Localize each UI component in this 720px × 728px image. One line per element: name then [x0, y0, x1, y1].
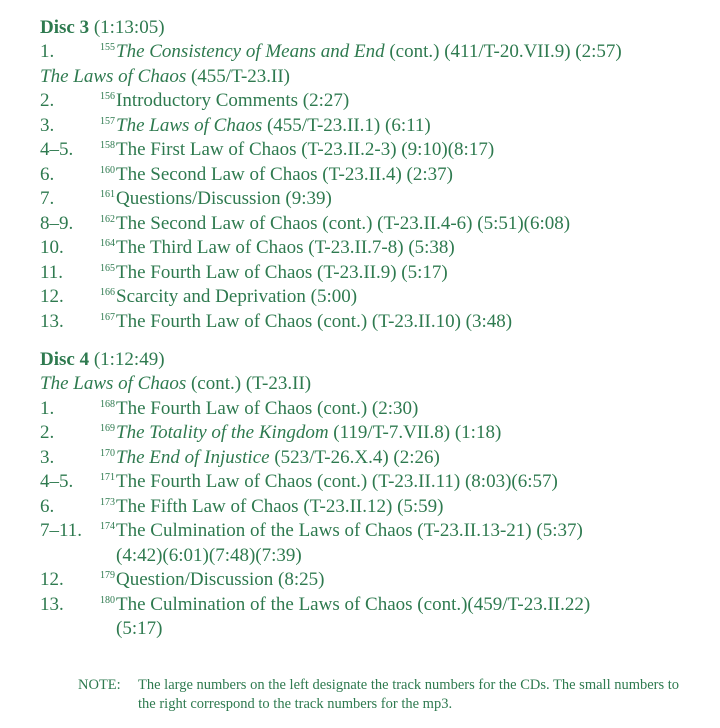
mp3-track-number: 171 [100, 472, 115, 483]
track-row [40, 495, 710, 520]
track-row [40, 593, 710, 642]
track-row [40, 114, 710, 139]
note-text: The large numbers on the left designate the track numbers for the CDs. The small numbers to the right correspond to the track numbers for the mp3. [138, 677, 680, 712]
disc-3-section-title: The Laws of Chaos [40, 65, 187, 87]
track-body [100, 163, 453, 188]
track-details: The Second Law of Chaos (cont.) (T-23.II.4-6) (5:51)(6:08) [116, 212, 571, 234]
track-number: 1. [40, 41, 55, 62]
track-number: 3. [40, 114, 55, 136]
track-body [100, 568, 324, 593]
track-body [100, 285, 357, 310]
track-body [100, 446, 440, 471]
track-body [100, 138, 494, 163]
track-details: (523/T-26.X.4) (2:26) [269, 446, 440, 468]
track-body [100, 187, 332, 212]
track-body [100, 495, 444, 520]
disc-4-section-title: The Laws of Chaos [40, 373, 187, 394]
track-row [40, 212, 710, 237]
track-number: 13. [40, 310, 64, 332]
track-details: The Culmination of the Laws of Chaos (T-23.II.13-21) (5:37) [116, 520, 583, 541]
mp3-track-number: 157 [100, 115, 115, 127]
track-details: The Culmination of the Laws of Chaos (cont.)(459/T-23.II.22) [116, 593, 591, 615]
track-number: 12. [40, 569, 64, 590]
track-title-italic: The Consistency of Means and End [116, 41, 385, 62]
track-details: The Fourth Law of Chaos (cont.) (2:30) [116, 397, 419, 419]
disc-4-section-ref: (cont.) (T-23.II) [186, 373, 312, 394]
track-row [40, 40, 710, 65]
track-details: The Third Law of Chaos (T-23.II.7-8) (5:38) [116, 237, 455, 258]
track-number: 12. [40, 286, 64, 307]
track-row [40, 89, 710, 114]
track-title-italic: The Laws of Chaos [116, 114, 263, 136]
track-body [100, 40, 622, 65]
track-number: 6. [40, 163, 55, 185]
track-details: The Fourth Law of Chaos (cont.) (T-23.II.10) (3:48) [116, 310, 513, 332]
disc-4-label: Disc 4 [40, 349, 90, 370]
disc-3-tracks-part-a [40, 40, 710, 65]
disc-3-section-ref: (455/T-23.II) [186, 65, 291, 87]
track-number: 4–5. [40, 471, 74, 492]
track-number: 7. [40, 188, 55, 209]
track-row [40, 397, 710, 422]
mp3-track-number: 180 [100, 594, 115, 606]
mp3-track-number: 169 [100, 423, 115, 434]
disc-gap [40, 334, 710, 348]
track-body [100, 89, 349, 114]
disc-4-duration: (1:12:49) [93, 349, 165, 370]
track-details: Introductory Comments (2:27) [116, 90, 350, 111]
track-title-italic: The Totality of the Kingdom [116, 422, 329, 443]
mp3-track-number: 173 [100, 496, 115, 508]
disc-4-tracks [40, 397, 710, 642]
track-row [40, 285, 710, 310]
track-body [100, 519, 583, 568]
track-number: 10. [40, 237, 64, 258]
track-details: Questions/Discussion (9:39) [116, 188, 332, 209]
mp3-track-number: 168 [100, 398, 115, 410]
track-listing [40, 16, 710, 642]
track-number: 4–5. [40, 139, 74, 160]
track-number: 13. [40, 593, 64, 615]
mp3-track-number: 156 [100, 91, 115, 102]
track-details: (455/T-23.II.1) (6:11) [262, 114, 431, 136]
track-body [100, 114, 431, 139]
track-row [40, 138, 710, 163]
mp3-track-number: 155 [100, 42, 115, 53]
track-body [100, 421, 501, 446]
track-details: (cont.) (411/T-20.VII.9) (2:57) [384, 41, 622, 62]
track-row [40, 236, 710, 261]
track-row [40, 261, 710, 286]
track-number: 3. [40, 446, 55, 468]
track-details: The Fourth Law of Chaos (T-23.II.9) (5:17) [116, 261, 448, 283]
track-number: 2. [40, 90, 55, 111]
track-details: The Second Law of Chaos (T-23.II.4) (2:37) [116, 163, 453, 185]
mp3-track-number: 170 [100, 447, 115, 459]
track-body [100, 310, 512, 335]
track-details: Question/Discussion (8:25) [116, 569, 325, 590]
disc-3-label: Disc 3 [40, 17, 90, 38]
track-details: Scarcity and Deprivation (5:00) [116, 286, 358, 307]
track-row [40, 310, 710, 335]
track-row [40, 163, 710, 188]
disc-3-heading [40, 16, 710, 40]
track-number: 11. [40, 261, 64, 283]
mp3-track-number: 161 [100, 189, 115, 200]
track-body [100, 236, 455, 261]
disc-4-section-heading [40, 372, 710, 397]
mp3-track-number: 160 [100, 164, 115, 176]
mp3-track-number: 165 [100, 262, 115, 274]
track-details-continued: (4:42)(6:01)(7:48)(7:39) [116, 544, 302, 566]
disc-3-duration: (1:13:05) [93, 17, 165, 38]
mp3-track-number: 179 [100, 570, 115, 581]
mp3-track-number: 164 [100, 238, 115, 249]
track-row [40, 568, 710, 593]
track-row [40, 446, 710, 471]
track-row [40, 470, 710, 495]
track-details: The Fifth Law of Chaos (T-23.II.12) (5:59) [116, 495, 444, 517]
mp3-track-number: 166 [100, 287, 115, 298]
track-details: The First Law of Chaos (T-23.II.2-3) (9:10)(8:17) [116, 139, 495, 160]
track-title-italic: The End of Injustice [116, 446, 270, 468]
disc-4-heading [40, 348, 710, 372]
track-body [100, 593, 590, 642]
track-number: 8–9. [40, 212, 74, 234]
track-body [100, 212, 570, 237]
track-details: (119/T-7.VII.8) (1:18) [328, 422, 502, 443]
track-body [100, 470, 558, 495]
mp3-track-number: 158 [100, 140, 115, 151]
track-number: 1. [40, 397, 55, 419]
track-body [100, 397, 418, 422]
track-row [40, 519, 710, 568]
track-number: 6. [40, 495, 55, 517]
mp3-track-number: 167 [100, 311, 115, 323]
mp3-track-number: 174 [100, 521, 115, 532]
disc-3-section-heading [40, 65, 710, 90]
disc-3-tracks-part-b [40, 89, 710, 334]
track-row [40, 187, 710, 212]
mp3-track-number: 162 [100, 213, 115, 225]
track-details: The Fourth Law of Chaos (cont.) (T-23.II.11) (8:03)(6:57) [116, 471, 558, 492]
track-number: 2. [40, 422, 55, 443]
track-details-continued: (5:17) [116, 618, 163, 639]
track-row [40, 421, 710, 446]
note-label: NOTE: [78, 677, 121, 693]
track-number: 7–11. [40, 520, 83, 541]
track-body [100, 261, 448, 286]
